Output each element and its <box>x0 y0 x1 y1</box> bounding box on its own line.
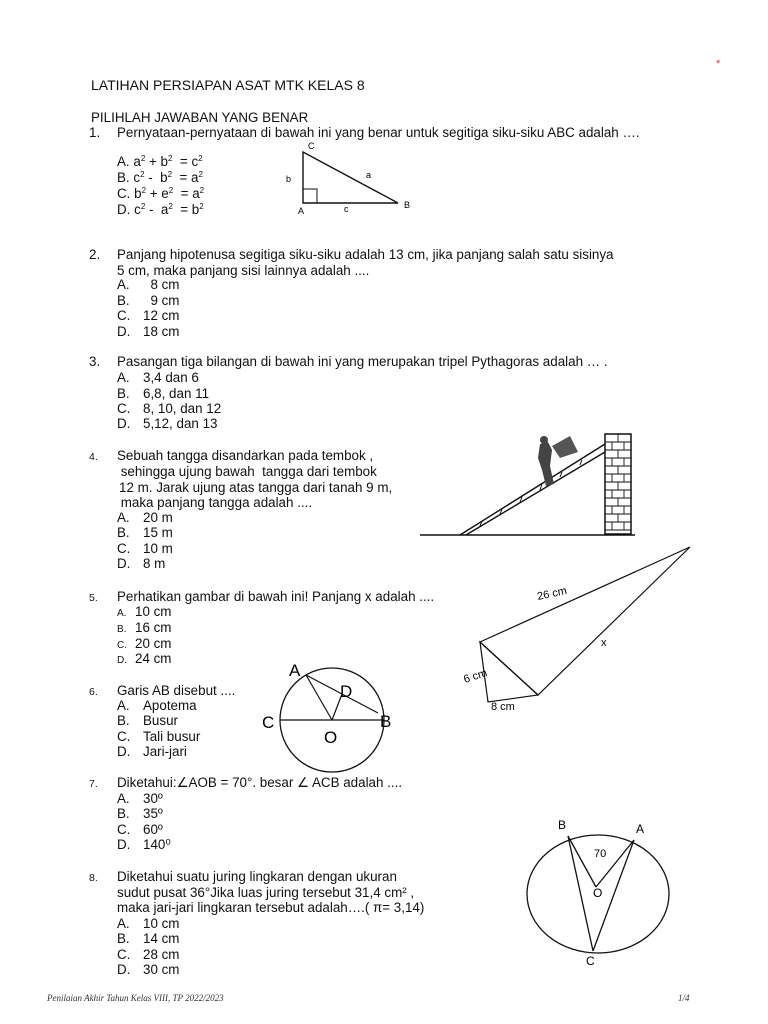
option-text: 24 cm <box>135 651 172 666</box>
question-text: Perhatikan gambar di bawah ini! Panjang x adalah .... <box>117 589 435 604</box>
center-o-label: O <box>593 886 603 900</box>
side-a-label: a <box>366 170 372 180</box>
option-a[interactable] <box>117 370 199 386</box>
option-label: B. <box>117 624 127 635</box>
option-b[interactable] <box>117 931 179 947</box>
option-d[interactable] <box>117 324 179 340</box>
circle-chord-figure <box>258 655 408 773</box>
question-number: 3. <box>89 354 101 369</box>
option-b[interactable] <box>117 386 209 402</box>
option-label: B. <box>117 525 130 540</box>
point-b-label: B <box>558 818 567 832</box>
option-text: Busur <box>143 713 178 728</box>
option-d[interactable] <box>117 651 171 669</box>
option-label: C. <box>117 186 131 201</box>
option-text: 15 m <box>143 525 173 540</box>
vertex-a-label: A <box>298 206 305 216</box>
option-a[interactable] <box>117 698 197 714</box>
question-text-line-2: 5 cm, maka panjang sisi lainnya adalah .... <box>117 263 370 278</box>
option-b[interactable] <box>117 806 163 822</box>
option-text: 140⁰ <box>143 837 171 852</box>
option-label: B. <box>117 386 130 401</box>
point-d-label: D <box>340 682 353 701</box>
option-label: C. <box>117 729 131 744</box>
side-b-label: b <box>286 174 292 184</box>
option-c[interactable] <box>117 308 179 324</box>
center-o-label: O <box>324 728 338 747</box>
angle-70-label: 70 <box>594 848 607 860</box>
question-text: Pernyataan-pernyataan di bawah ini yang benar untuk segitiga siku-siku ABC adalah …. <box>117 125 640 140</box>
question-text-line-4: maka panjang tangga adalah .... <box>117 495 313 510</box>
question-text-line-3: 12 m. Jarak ujung atas tangga dari tanah 9 m, <box>119 480 393 495</box>
option-d[interactable] <box>117 837 171 853</box>
option-label: A. <box>117 608 127 619</box>
point-a-label: A <box>289 661 301 680</box>
option-label: B. <box>117 293 130 308</box>
option-label: D. <box>117 556 131 571</box>
option-b[interactable] <box>117 713 178 729</box>
question-number: 7. <box>89 778 98 790</box>
inscribed-angle-circle-figure <box>520 815 680 970</box>
option-text: Apotema <box>143 698 197 713</box>
side-8cm-label: 8 cm <box>491 701 515 713</box>
option-text: 6,8, dan 11 <box>143 386 210 401</box>
question-text-line-2: sudut pusat 36°Jika luas juring tersebut 31,4 cm² , <box>117 885 415 900</box>
option-text: 5,12, dan 13 <box>143 416 218 431</box>
option-text: 30º <box>143 791 163 806</box>
triangles-figure <box>458 540 698 715</box>
option-d[interactable] <box>117 202 204 218</box>
option-a[interactable] <box>117 154 203 170</box>
question-number: 1. <box>89 125 101 140</box>
option-label: C. <box>117 308 131 323</box>
option-label: D. <box>117 416 131 431</box>
option-text: 28 cm <box>143 947 180 962</box>
option-b[interactable] <box>117 293 179 309</box>
option-text: $c^2 - a^2 = b^2$ <box>134 202 204 217</box>
option-label: B. <box>117 931 130 946</box>
page-title: LATIHAN PERSIAPAN ASAT MTK KELAS 8 <box>91 77 365 93</box>
vertex-b-label: B <box>404 200 411 210</box>
option-a[interactable] <box>117 510 173 526</box>
option-d[interactable] <box>117 744 187 760</box>
option-a[interactable] <box>117 604 171 622</box>
option-label: C. <box>117 401 131 416</box>
option-label: D. <box>117 837 131 852</box>
option-text: $c^2 - b^2 = a^2$ <box>133 170 203 185</box>
option-a[interactable] <box>117 277 179 293</box>
option-text: 14 cm <box>143 931 180 946</box>
option-label: D. <box>117 324 131 339</box>
question-text: Pasangan tiga bilangan di bawah ini yang merupakan tripel Pythagoras adalah … . <box>117 354 608 369</box>
option-text: 9 cm <box>143 293 180 308</box>
option-text: 10 m <box>143 541 173 556</box>
option-label: C. <box>117 822 131 837</box>
option-text: 16 cm <box>135 620 172 635</box>
vertex-c-label: C <box>308 141 315 151</box>
option-c[interactable] <box>117 186 204 202</box>
option-b[interactable] <box>117 620 171 638</box>
option-text: 8 m <box>143 556 166 571</box>
option-label: C. <box>117 640 127 651</box>
option-b[interactable] <box>117 525 173 541</box>
option-label: C. <box>117 947 131 962</box>
question-text-line-1: Sebuah tangga disandarkan pada tembok , <box>117 448 374 463</box>
option-text: Jari-jari <box>143 744 187 759</box>
option-text: 35º <box>143 806 163 821</box>
option-label: B. <box>117 170 130 185</box>
side-x-label: x <box>601 637 607 649</box>
question-number: 8. <box>89 872 98 884</box>
option-text: 30 cm <box>143 962 180 977</box>
option-label: B. <box>117 806 130 821</box>
footer-text: Penilaian Akhir Tahun Kelas VIII, TP 2022/2023 <box>47 993 224 1003</box>
option-a[interactable] <box>117 791 163 807</box>
option-label: D. <box>117 744 131 759</box>
option-a[interactable] <box>117 916 179 932</box>
option-text: 12 cm <box>143 308 180 323</box>
option-d[interactable] <box>117 556 165 572</box>
question-text-line-1: Diketahui suatu juring lingkaran dengan ukuran <box>117 869 397 884</box>
option-label: A. <box>117 370 130 385</box>
side-c-label: c <box>344 204 349 214</box>
question-number: 5. <box>89 592 98 604</box>
option-label: C. <box>117 541 131 556</box>
option-label: A. <box>117 916 130 931</box>
option-c[interactable] <box>117 401 221 417</box>
option-text: 10 cm <box>135 604 172 619</box>
option-d[interactable] <box>117 416 217 432</box>
option-text: $a^2 + b^2 = c^2$ <box>133 154 203 169</box>
question-number: 6. <box>89 686 98 698</box>
question-text: Garis AB disebut .... <box>117 683 236 698</box>
question-number: 2. <box>89 247 101 262</box>
option-text: 10 cm <box>143 916 180 931</box>
option-c[interactable] <box>117 822 163 838</box>
side-26cm-label: 26 cm <box>536 584 568 603</box>
question-text: Diketahui:∠AOB = 70°. besar ∠ ACB adalah .... <box>117 775 403 790</box>
option-text: 8, 10, dan 12 <box>143 401 222 416</box>
option-text: 20 cm <box>135 636 172 651</box>
option-label: D. <box>117 655 127 666</box>
side-6cm-label: 6 cm <box>462 667 489 686</box>
question-text-line-1: Panjang hipotenusa segitiga siku-siku adalah 13 cm, jika panjang salah satu sisinya <box>117 247 614 262</box>
option-text: 18 cm <box>143 324 180 339</box>
page-number: 1/4 <box>678 993 690 1003</box>
option-label: A. <box>117 791 130 806</box>
point-a-label: A <box>636 822 645 836</box>
instruction-heading: PILIHLAH JAWABAN YANG BENAR <box>91 110 309 125</box>
option-label: D. <box>117 202 131 217</box>
option-d[interactable] <box>117 962 179 978</box>
question-text-line-2: sehingga ujung bawah tangga dari tembok <box>117 464 377 479</box>
option-label: A. <box>117 510 130 525</box>
option-label: A. <box>117 277 130 292</box>
option-label: A. <box>117 698 130 713</box>
option-text: $b^2 + e^2 = a^2$ <box>134 186 205 201</box>
question-number: 4. <box>89 451 98 463</box>
option-text: 3,4 dan 6 <box>143 370 199 385</box>
point-c-label: C <box>586 954 595 968</box>
option-label: A. <box>117 154 130 169</box>
option-b[interactable] <box>117 170 203 186</box>
option-label: B. <box>117 713 130 728</box>
option-text: Tali busur <box>143 729 201 744</box>
point-b-label: B <box>380 712 392 731</box>
ladder-against-wall-figure <box>420 430 635 538</box>
question-text-line-3: maka jari-jari lingkaran tersebut adalah….( π= 3,14) <box>117 900 425 915</box>
option-text: 20 m <box>143 510 173 525</box>
option-c[interactable] <box>117 947 179 963</box>
option-text: 60º <box>143 822 163 837</box>
option-c[interactable] <box>117 729 200 745</box>
point-c-label: C <box>262 713 275 732</box>
option-label: D. <box>117 962 131 977</box>
option-text: 8 cm <box>143 277 180 292</box>
right-triangle-abc-figure <box>280 140 420 218</box>
red-asterisk-marker: * <box>716 58 721 70</box>
option-c[interactable] <box>117 541 173 557</box>
